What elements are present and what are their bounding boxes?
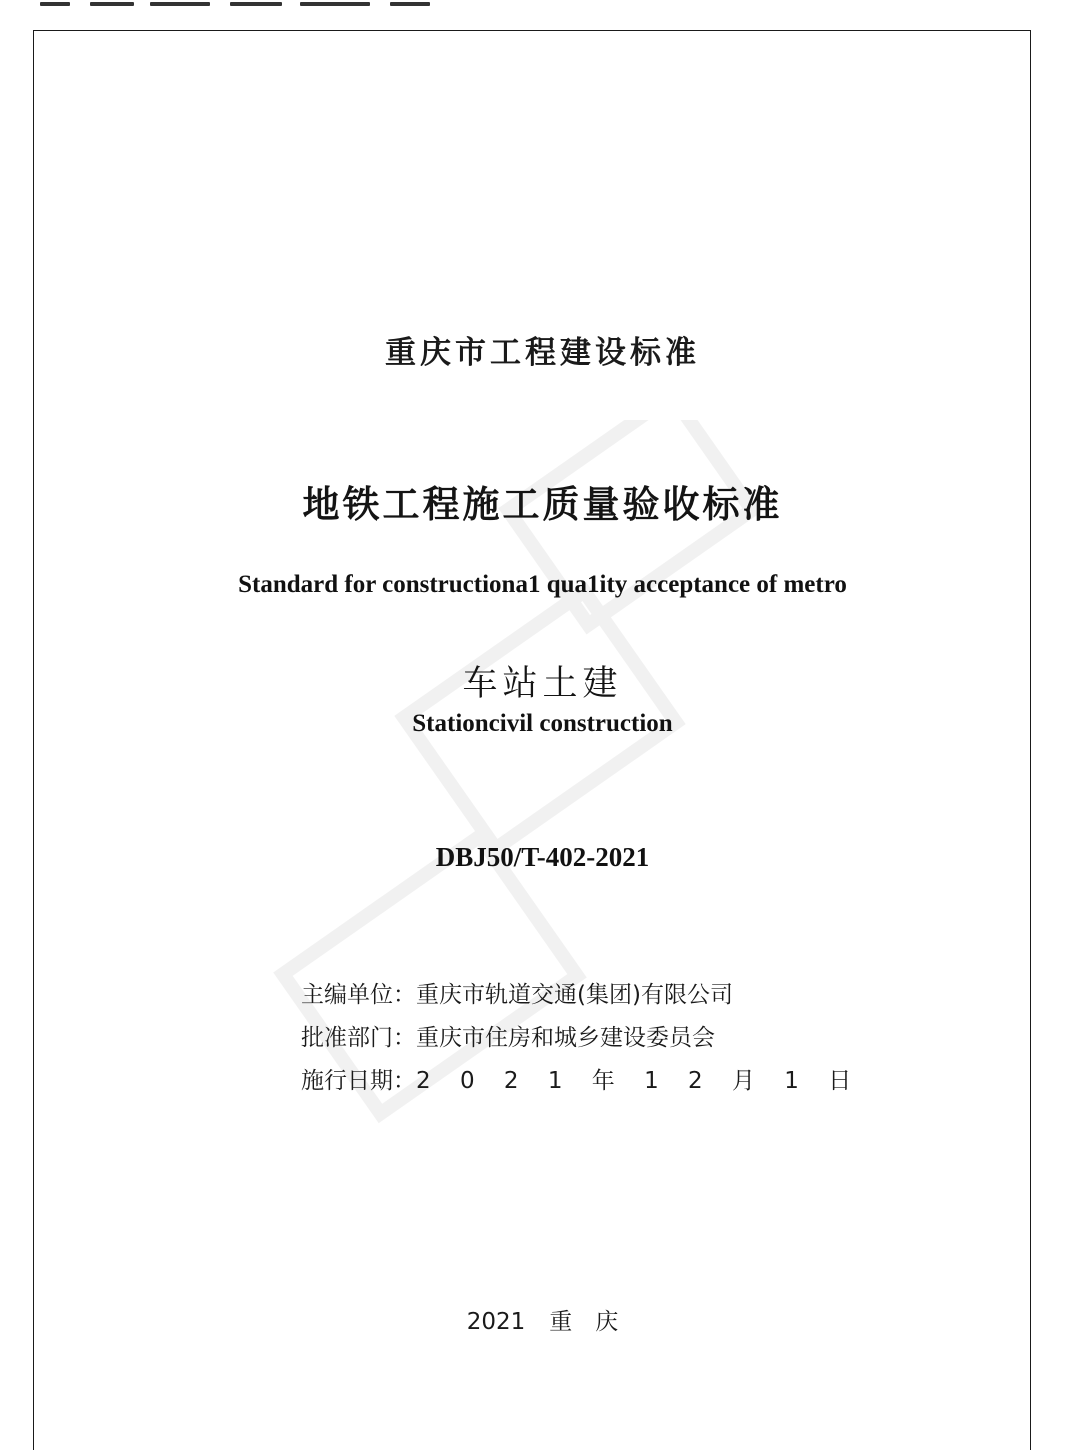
info-label: 批准部门： [301, 1025, 416, 1051]
info-label: 施行日期： [301, 1068, 416, 1094]
page-border [33, 30, 1031, 1450]
info-label: 主编单位： [301, 982, 416, 1008]
approval-department [301, 1017, 801, 1060]
info-value: 2 0 2 1 年 1 2 月 1 日 [416, 1068, 863, 1094]
document-title-english: Standard for constructiona1 qua1ity acceptance of metro [238, 571, 847, 598]
publication-info [301, 974, 863, 1103]
document-subtitle: 车站土建 [462, 664, 623, 704]
cropped-previous-line [0, 0, 600, 10]
effective-date [301, 1060, 863, 1103]
document-title: 地铁工程施工质量验收标准 [302, 483, 783, 526]
standard-code: DBJ50/T-402-2021 [435, 842, 650, 872]
footer-city: 重 庆 [549, 1309, 619, 1335]
info-value: 重庆市住房和城乡建设委员会 [416, 1025, 715, 1051]
footer-year: 2021 [466, 1309, 526, 1335]
chief-editor-unit [301, 974, 801, 1017]
document-subtitle-english: Stationcivil construction [412, 710, 673, 737]
series-title: 重庆市工程建设标准 [385, 335, 700, 371]
info-value: 重庆市轨道交通(集团)有限公司 [416, 982, 733, 1008]
publication-footer [0, 1303, 1085, 1336]
